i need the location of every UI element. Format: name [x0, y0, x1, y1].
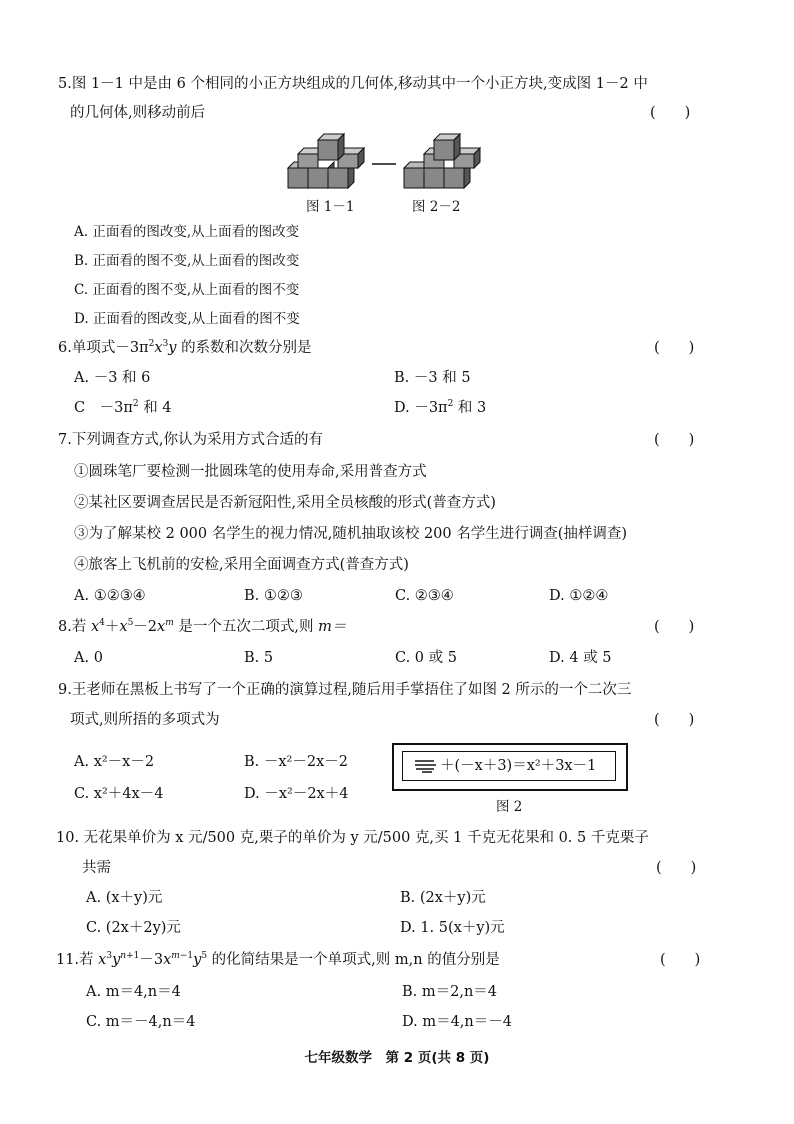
cubes-figure	[286, 132, 482, 192]
q8-option-b: B. 5	[244, 650, 274, 666]
q9-option-b: B. －x²－2x－2	[244, 754, 348, 770]
hand-icon	[414, 758, 438, 774]
q6-option-d-pre: D. －3π	[394, 400, 448, 416]
q5-option-c: C. 正面看的图不变,从上面看的图不变	[74, 282, 300, 298]
q10-option-d: D. 1. 5(x＋y)元	[400, 920, 505, 936]
q6-answer-paren: ( )	[654, 340, 695, 356]
q6-option-c: C $-3\pi^2$ 和 4	[74, 399, 172, 416]
q5-option-a: A. 正面看的图改变,从上面看的图改变	[74, 224, 300, 240]
q8-m-equals: m＝	[318, 619, 347, 635]
q10-option-c: C. (2x＋2y)元	[86, 920, 181, 936]
q6-stem-pre: 6.单项式－3π	[58, 340, 149, 356]
q8-stem-post: 是一个五次二项式,则	[178, 619, 314, 635]
q7-option-a: A. ①②③④	[74, 588, 146, 604]
figure-1-2	[404, 134, 480, 188]
q6-option-a: A. －3 和 6	[74, 370, 151, 386]
q6-stem: 6.单项式$-3\pi^2x^3y$ 的系数和次数分别是	[58, 339, 312, 356]
q9-stem-line1: 9.王老师在黑板上书写了一个正确的演算过程,随后用手掌捂住了如图 2 所示的一个二次三	[58, 682, 632, 698]
q6-option-d-post: 和 3	[453, 400, 487, 416]
q11-stem-post: 的化简结果是一个单项式,则 m,n 的值分别是	[211, 952, 500, 968]
q6-option-d: D. $-3\pi^2$ 和 3	[394, 399, 487, 416]
q7-option-d: D. ①②④	[549, 588, 609, 604]
q5-option-b: B. 正面看的图不变,从上面看的图改变	[74, 253, 300, 269]
q11-stem-pre: 11.若	[56, 952, 94, 968]
q5-stem-line2: 的几何体,则移动前后	[70, 105, 206, 121]
q11-stem: 11.若 $x^3y^{n+1}-3x^{m-1}y^5$ 的化简结果是一个单项式,则 m,n 的值分别是	[56, 951, 500, 968]
blackboard-equation: ＋(－x＋3)＝x²＋3x－1	[440, 758, 597, 774]
q7-item-4: ④旅客上飞机前的安检,采用全面调查方式(普查方式)	[74, 557, 409, 573]
q10-stem-line2: 共需	[82, 860, 111, 876]
q11-option-b: B. m＝2,n＝4	[402, 984, 498, 1000]
q8-answer-paren: ( )	[654, 619, 695, 635]
fig-1-2-caption: 图 2－2	[412, 199, 461, 215]
q6-option-c-post: 和 4	[138, 400, 172, 416]
q6-option-c-pre: C －3π	[74, 400, 133, 416]
figure-1-1	[288, 134, 364, 188]
q9-option-a: A. x²－x－2	[74, 754, 155, 770]
q7-stem: 7.下列调查方式,你认为采用方式合适的有	[58, 432, 323, 448]
q7-item-2: ②某社区要调查居民是否新冠阳性,采用全员核酸的形式(普查方式)	[74, 495, 496, 511]
q8-option-d: D. 4 或 5	[549, 650, 612, 666]
page-footer: 七年级数学 第 2 页(共 8 页)	[304, 1050, 490, 1066]
q9-option-d: D. －x²－2x＋4	[244, 786, 349, 802]
q6-stem-post: 的系数和次数分别是	[181, 340, 312, 356]
q11-answer-paren: ( )	[660, 952, 701, 968]
fig-1-1-caption: 图 1－1	[306, 199, 355, 215]
q9-stem-line2: 项式,则所捂的多项式为	[70, 712, 220, 728]
q8-stem: 8.若 $x^4+x^5-2x^m$ 是一个五次二项式,则 m＝	[58, 618, 347, 635]
q10-option-a: A. (x＋y)元	[86, 890, 163, 906]
q5-option-d: D. 正面看的图改变,从上面看的图不变	[74, 311, 300, 327]
q5-stem-line1: 5.图 1－1 中是由 6 个相同的小正方块组成的几何体,移动其中一个小正方块,变成图 1－2 中	[58, 76, 648, 92]
q11-option-a: A. m＝4,n＝4	[86, 984, 181, 1000]
q10-option-b: B. (2x＋y)元	[400, 890, 486, 906]
fig-2-caption: 图 2	[496, 799, 523, 815]
q8-option-c: C. 0 或 5	[395, 650, 457, 666]
q9-option-c: C. x²＋4x－4	[74, 786, 164, 802]
q5-answer-paren: ( )	[650, 105, 691, 121]
q7-item-3: ③为了解某校 2 000 名学生的视力情况,随机抽取该校 200 名学生进行调查(抽样调查)	[74, 526, 628, 542]
q11-option-c: C. m＝－4,n＝4	[86, 1014, 196, 1030]
q10-stem-line1: 10. 无花果单价为 x 元/500 克,栗子的单价为 y 元/500 克,买 1 千克无花果和 0. 5 千克栗子	[56, 830, 649, 846]
q8-option-a: A. 0	[74, 650, 103, 666]
q7-option-c: C. ②③④	[395, 588, 454, 604]
q9-answer-paren: ( )	[654, 712, 695, 728]
q7-option-b: B. ①②③	[244, 588, 303, 604]
q7-answer-paren: ( )	[654, 432, 695, 448]
q8-stem-pre: 8.若	[58, 619, 87, 635]
q10-answer-paren: ( )	[656, 860, 697, 876]
q11-option-d: D. m＝4,n＝－4	[402, 1014, 512, 1030]
q6-option-b: B. －3 和 5	[394, 370, 471, 386]
q7-item-1: ①圆珠笔厂要检测一批圆珠笔的使用寿命,采用普查方式	[74, 464, 427, 480]
